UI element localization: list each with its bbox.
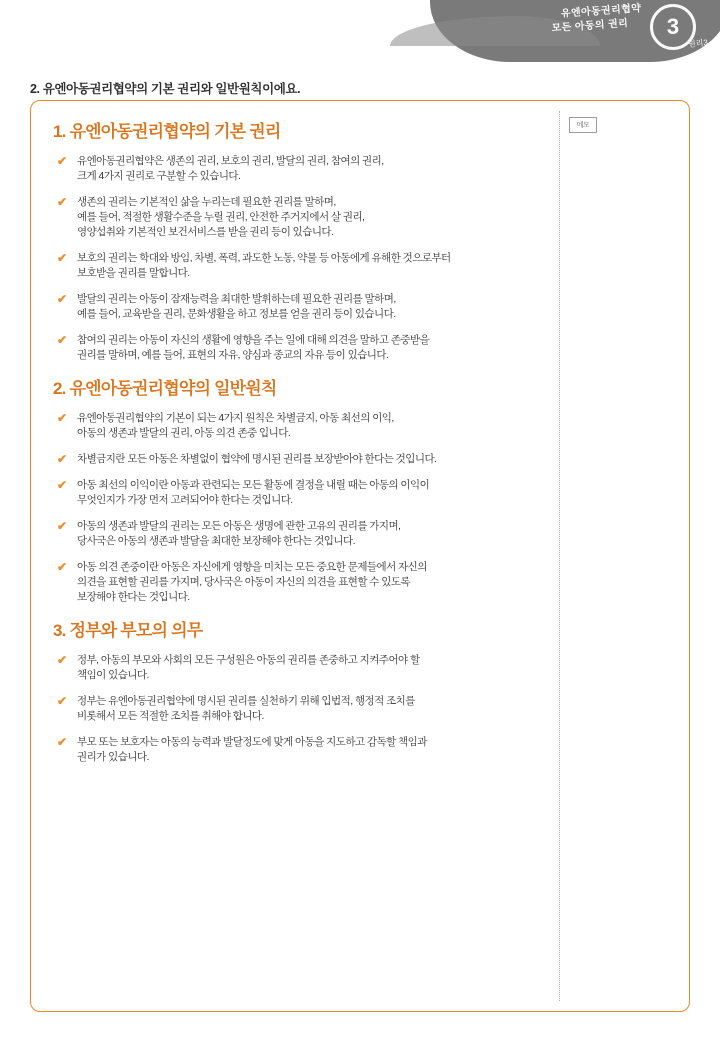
unicef-circle-logo-icon — [650, 4, 709, 50]
section-2-list — [53, 411, 545, 605]
check-icon: ✔ — [57, 560, 67, 574]
list-item-line: 책임이 있습니다. — [77, 669, 149, 681]
list-item — [53, 154, 545, 184]
list-item — [53, 195, 545, 240]
list-item-line: 영양섭취와 기본적인 보건서비스를 받을 권리 등이 있습니다. — [77, 226, 334, 238]
list-item — [53, 653, 545, 683]
content-card — [30, 100, 690, 1012]
logo-caption: 권리3 — [687, 37, 709, 50]
list-item-line: 아동의 생존과 발달의 권리는 모든 아동은 생명에 관한 고유의 권리를 가지며, — [77, 520, 401, 532]
list-item — [53, 560, 545, 605]
list-item-line: 발달의 권리는 아동이 잠재능력을 최대한 발휘하는데 필요한 권리를 말하며, — [77, 293, 396, 305]
list-item-line: 부모 또는 보호자는 아동의 능력과 발달정도에 맞게 아동을 지도하고 감독할 책임과 — [77, 736, 427, 748]
list-item — [53, 519, 545, 549]
list-item-line: 비롯해서 모든 적절한 조치를 취해야 합니다. — [77, 710, 264, 722]
check-icon: ✔ — [57, 292, 67, 306]
check-icon: ✔ — [57, 694, 67, 708]
list-item-line: 당사국은 아동의 생존과 발달을 최대한 보장해야 한다는 것입니다. — [77, 535, 355, 547]
check-icon: ✔ — [57, 452, 67, 466]
list-item — [53, 694, 545, 724]
section-title-2: 유엔아동권리협약의 일반원칙 — [69, 379, 277, 398]
list-item — [53, 411, 545, 441]
list-item-line: 유엔아동권리협약의 기본이 되는 4가지 원칙은 차별금지, 아동 최선의 이익, — [77, 412, 394, 424]
list-item — [53, 452, 545, 467]
list-item-line: 유엔아동권리협약은 생존의 권리, 보호의 권리, 발달의 권리, 참여의 권리, — [77, 155, 384, 167]
list-item-line: 권리를 말하며, 예를 들어, 표현의 자유, 양심과 종교의 자유 등이 있습니다. — [77, 349, 389, 361]
list-item-line: 권리가 있습니다. — [77, 751, 149, 763]
check-icon: ✔ — [57, 478, 67, 492]
check-icon: ✔ — [57, 195, 67, 209]
header-title-line-2: 모든 아동의 권리 — [551, 18, 629, 35]
list-item — [53, 333, 545, 363]
header-title-line-1: 유엔아동권리협약 — [560, 3, 642, 20]
list-item-line: 아동의 생존과 발달의 권리, 아동 의견 존중 입니다. — [77, 427, 291, 439]
list-item — [53, 251, 545, 281]
logo-glyph: 3 — [666, 14, 680, 39]
section-number-3: 3. — [53, 621, 66, 640]
section-heading-2 — [53, 374, 545, 399]
list-item — [53, 292, 545, 322]
memo-label: 메모 — [569, 117, 597, 133]
check-icon: ✔ — [57, 519, 67, 533]
section-1-list — [53, 154, 545, 363]
check-icon: ✔ — [57, 735, 67, 749]
check-icon: ✔ — [57, 251, 67, 265]
list-item-line: 예를 들어, 적절한 생활수준을 누릴 권리, 안전한 주거지에서 살 권리, — [77, 211, 365, 223]
section-3-list — [53, 653, 545, 765]
list-item-line: 예를 들어, 교육받을 권리, 문화생활을 하고 정보를 얻을 권리 등이 있습니다. — [77, 308, 396, 320]
section-heading-1 — [53, 117, 545, 142]
list-item-line: 크게 4가지 권리로 구분할 수 있습니다. — [77, 170, 241, 182]
section-title-3: 정부와 부모의 의무 — [69, 621, 203, 640]
list-item — [53, 735, 545, 765]
list-item-line: 보호의 권리는 학대와 방임, 차별, 폭력, 과도한 노동, 약물 등 아동에게 유해한 것으로부터 — [77, 252, 451, 264]
list-item-line: 아동 최선의 이익이란 아동과 관련되는 모든 활동에 결정을 내릴 때는 아동의 이익이 — [77, 479, 430, 491]
check-icon: ✔ — [57, 653, 67, 667]
check-icon: ✔ — [57, 411, 67, 425]
section-number-2: 2. — [53, 379, 66, 398]
list-item-line: 정부, 아동의 부모와 사회의 모든 구성원은 아동의 권리를 존중하고 지켜주어야 할 — [77, 654, 420, 666]
list-item-line: 보호받을 권리를 말합니다. — [77, 267, 190, 279]
list-item-line: 차별금지란 모든 아동은 차별없이 협약에 명시된 권리를 보장받아야 한다는 것입니다. — [77, 453, 437, 465]
check-icon: ✔ — [57, 154, 67, 168]
list-item-line: 의견을 표현할 권리를 가지며, 당사국은 아동이 자신의 의견을 표현할 수 있도록 — [77, 576, 411, 588]
section-title-1: 유엔아동권리협약의 기본 권리 — [69, 122, 281, 141]
memo-divider — [559, 111, 560, 1001]
check-icon: ✔ — [57, 333, 67, 347]
section-number-1: 1. — [53, 122, 66, 141]
list-item-line: 보장해야 한다는 것입니다. — [77, 591, 190, 603]
list-item-line: 정부는 유엔아동권리협약에 명시된 권리를 실천하기 위해 입법적, 행정적 조치를 — [77, 695, 415, 707]
page-header — [0, 0, 720, 62]
list-item-line: 아동 의견 존중이란 아동은 자신에게 영향을 미치는 모든 중요한 문제들에서 자신의 — [77, 561, 427, 573]
list-item — [53, 478, 545, 508]
section-heading-3 — [53, 616, 545, 641]
content-body — [31, 101, 559, 776]
list-item-line: 무엇인지가 가장 먼저 고려되어야 한다는 것입니다. — [77, 494, 293, 506]
list-item-line: 생존의 권리는 기본적인 삶을 누리는데 필요한 권리를 말하며, — [77, 196, 336, 208]
page-title: 2. 유엔아동권리협약의 기본 권리와 일반원칙이에요. — [30, 82, 301, 96]
list-item-line: 참여의 권리는 아동이 자신의 생활에 영향을 주는 일에 대해 의견을 말하고 존중받을 — [77, 334, 430, 346]
